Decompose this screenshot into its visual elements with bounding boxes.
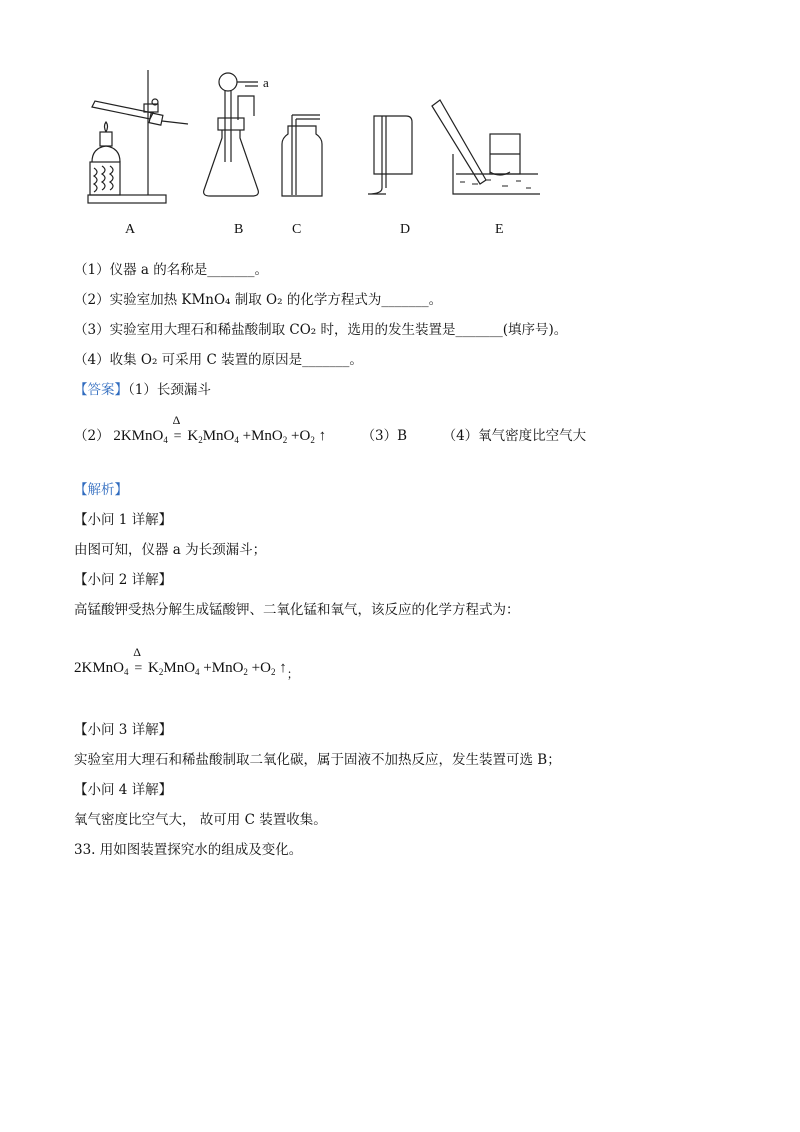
analysis-text-4: 氧气密度比空气大， 故可用 C 装置收集。 (74, 812, 327, 828)
equation-product-2: +MnO (242, 428, 283, 444)
analysis-text-2: 高锰酸钾受热分解生成锰酸钾、二氧化锰和氧气，该反应的化学方程式为： (74, 602, 520, 618)
equation-reactant-sub: 4 (124, 667, 129, 677)
pointer-label-a: a (263, 75, 269, 90)
equation-end-punct: ； (286, 667, 299, 681)
apparatus-d (368, 116, 412, 194)
equation-product-1: K (148, 660, 159, 676)
gas-arrow: ↑ (318, 428, 327, 444)
question-1: （1）仪器 a 的名称是_______。 (74, 262, 268, 278)
equation-product-1-sub2: 4 (195, 667, 200, 677)
question-4: （4）收集 O₂ 可采用 C 装置的原因是_______。 (74, 352, 363, 368)
answer-tag: 【答案】 (74, 382, 128, 398)
equals-sign: = (173, 429, 182, 444)
equation-reactant: 2KMnO (113, 428, 164, 444)
label-e: E (495, 222, 504, 237)
apparatus-a (88, 70, 188, 203)
apparatus-c (282, 115, 322, 196)
delta-symbol: Δ (133, 645, 141, 659)
label-c: C (292, 222, 302, 237)
analysis-tag: 【解析】 (74, 482, 128, 498)
analysis-heading-4: 【小问 4 详解】 (74, 782, 173, 798)
answer-line-1 (74, 380, 211, 400)
apparatus-figure (70, 62, 540, 237)
equation-product-3-sub: 2 (310, 435, 315, 445)
answer-2-prefix: （2） (74, 428, 110, 444)
equation-reactant: 2KMnO (74, 660, 125, 676)
question-2: （2）实验室加热 KMnO₄ 制取 O₂ 的化学方程式为_______。 (74, 292, 443, 308)
equation-product-1-sub1: 2 (198, 435, 203, 445)
answer-3: （3）B (361, 428, 408, 444)
analysis-heading-3: 【小问 3 详解】 (74, 722, 173, 738)
analysis-heading-1: 【小问 1 详解】 (74, 512, 173, 528)
equation-product-2-sub: 2 (282, 435, 288, 445)
label-d: D (400, 222, 411, 237)
equals-sign: = (134, 661, 143, 676)
equation-product-1-sub2: 4 (234, 435, 239, 445)
analysis-equation (74, 645, 299, 682)
analysis-heading-2: 【小问 2 详解】 (74, 572, 173, 588)
equation-product-1-sub1: 2 (158, 667, 164, 677)
equation-product-3: +O (291, 428, 311, 444)
heating-condition (132, 645, 144, 677)
apparatus-e (432, 100, 540, 194)
equation-product-3-sub: 2 (270, 667, 276, 677)
equation-reactant-sub: 4 (163, 435, 168, 445)
apparatus-b (204, 73, 259, 196)
analysis-text-3: 实验室用大理石和稀盐酸制取二氧化碳，属于固液不加热反应，发生装置可选 B； (74, 752, 561, 768)
delta-symbol: Δ (172, 413, 181, 427)
next-question: 33. 用如图装置探究水的组成及变化。 (74, 842, 303, 858)
heating-condition (172, 413, 184, 445)
analysis-text-1: 由图可知，仪器 a 为长颈漏斗； (74, 542, 267, 558)
gas-arrow: ↑ (279, 660, 287, 676)
equation-product-1: K (187, 428, 199, 444)
question-3: （3）实验室用大理石和稀盐酸制取 CO₂ 时，选用的发生装置是_______(填序号)。 (74, 322, 568, 338)
equation-product-2: +MnO (203, 660, 244, 676)
equation-product-2-sub: 2 (243, 667, 248, 677)
label-b: B (234, 222, 244, 237)
label-a: A (125, 222, 136, 237)
answer-1: （1）长颈漏斗 (128, 382, 211, 398)
equation-product-3: +O (251, 660, 271, 676)
apparatus-diagram (70, 62, 540, 237)
equation-product-1-mid: MnO (163, 660, 196, 676)
equation-product-1-mid: MnO (202, 428, 235, 444)
answer-equation-line (74, 413, 587, 445)
answer-4: （4）氧气密度比空气大 (442, 428, 587, 444)
